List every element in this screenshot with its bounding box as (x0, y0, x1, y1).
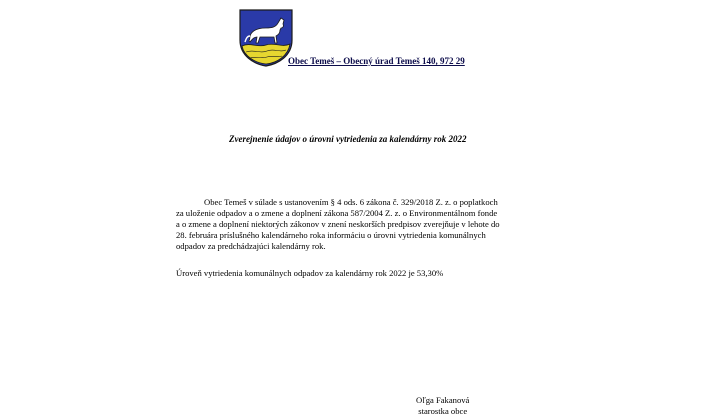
body-line: Obec Temeš v súlade s ustanovením § 4 ods. 6 zákona č. 329/2018 Z. z. o poplatkoch (204, 197, 498, 207)
document-title: Zverejnenie údajov o úrovni vytriedenia za kalendárny rok 2022 (229, 134, 467, 144)
municipality-header: Obec Temeš – Obecný úrad Temeš 140, 972 29 (288, 56, 465, 66)
sorting-result-line: Úroveň vytriedenia komunálnych odpadov za kalendárny rok 2022 je 53,30% (176, 268, 444, 278)
signature-block (416, 395, 469, 417)
body-line: 28. februára príslušného kalendárneho roka informáciu o úrovni vytriedenia komunálnych (176, 230, 486, 240)
coat-of-arms-horse-icon (236, 6, 296, 68)
document-body (176, 197, 548, 252)
body-line: za uloženie odpadov a o zmene a doplnení zákona 587/2004 Z. z. o Environmentálnom fonde (176, 208, 498, 218)
body-line: odpadov za predchádzajúci kalendárny rok. (176, 241, 326, 251)
signatory-role: starostka obce (418, 406, 468, 416)
signatory-name: Oľga Fakanová (416, 395, 470, 405)
body-line: a o zmene a doplnení niektorých zákonov v znení neskorších predpisov zverejňuje v lehote do (176, 219, 500, 229)
